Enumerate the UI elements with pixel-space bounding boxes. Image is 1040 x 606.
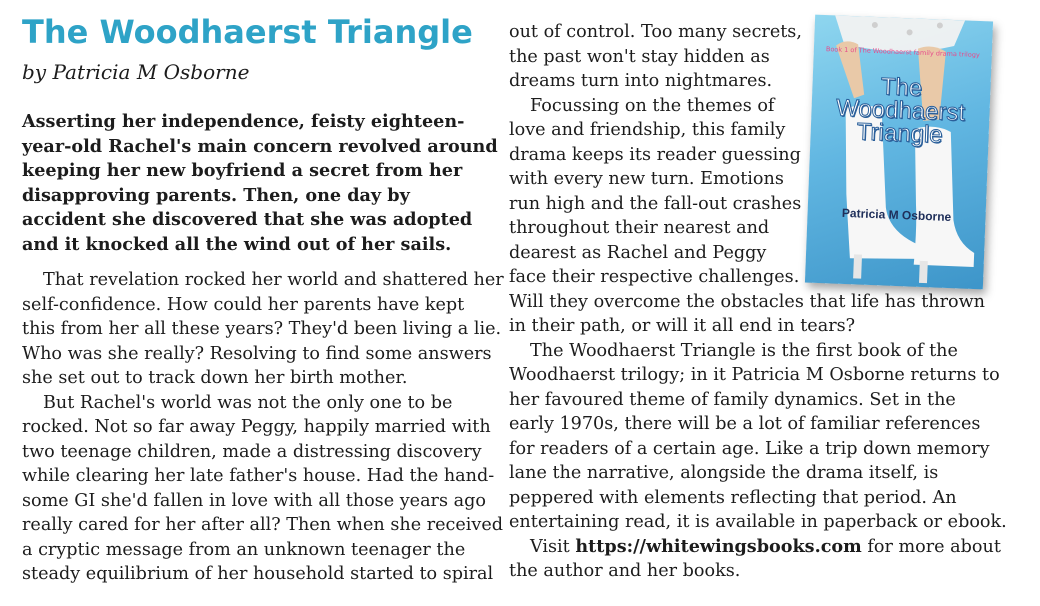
visit-line [509,535,1007,560]
body-line: out of control. Too many secrets, [509,22,802,42]
cover-title-line: Woodhaerst [835,94,966,127]
body-line: face their respective challenges. [509,267,800,287]
body-line: her favoured theme of family dynamics. Set in the [509,389,956,410]
body-line: she set out to track down her birth mother. [22,368,408,388]
body-line: really cared for her after all? Then when she received [22,515,504,535]
website-link[interactable]: https://whitewingsbooks.com [575,535,862,557]
article-title: The Woodhaerst Triangle [22,13,473,51]
cover-title [810,73,991,149]
body-line: this from her all these years? They'd been living a lie. [22,319,502,339]
body-line: Woodhaerst trilogy; in it Patricia M Osborne returns to [509,365,1000,385]
cover-author: Patricia M Osborne [841,205,952,225]
article-byline: by Patricia M Osborne [22,60,250,84]
body-line: peppered with elements reflecting that period. An [509,487,957,508]
body-line: while clearing her late father's house. Had the hand- [22,466,495,486]
intro-line: keeping her new boyfriend a secret from her [22,160,463,181]
intro-line: year-old Rachel's main concern revolved around [22,135,498,157]
body-line: Who was she really? Resolving to find some answers [22,343,492,364]
body-line: for readers of a certain age. Like a trip down memory [509,438,990,459]
body-line: rocked. Not so far away Peggy, happily married with [22,417,491,437]
body-line: the author and her books. [509,561,741,581]
body-line: self-confidence. How could her parents have kept [22,294,465,315]
cover-title-line: The [880,73,923,102]
body-line: lane the narrative, alongside the drama itself, is [509,463,939,483]
body-line: drama keeps its reader guessing [509,144,801,165]
body-column-left [22,268,504,587]
body-line: some GI she'd fallen in love with all those years ago [22,490,486,511]
cover-title-line: Triangle [856,118,944,149]
visit-prefix: Visit [530,536,576,557]
book-cover [805,15,993,290]
intro-line: and it knocked all the wind out of her sails. [22,233,452,255]
body-line: a cryptic message from an unknown teenager the [22,539,466,560]
body-line: steady equilibrium of her household started to spiral [22,564,494,584]
body-line: entertaining read, it is available in paperback or ebook. [509,512,1007,532]
body-line: Focussing on the themes of [530,95,775,116]
intro-line: accident she discovered that she was adopted [22,209,473,230]
body-line: with every new turn. Emotions [509,169,784,189]
body-line: run high and the fall-out crashes [509,193,802,214]
body-line: But Rachel's world was not the only one to be [43,392,453,413]
body-line: two teenage children, made a distressing discovery [22,441,482,462]
intro-paragraph [22,110,498,257]
body-line: love and friendship, this family [509,120,786,140]
body-line: dearest as Rachel and Peggy [509,242,767,263]
body-line: That revelation rocked her world and shattered her [43,270,504,290]
body-line: dreams turn into nightmares. [509,71,773,91]
intro-line: Asserting her independence, feisty eighteen- [22,111,465,132]
intro-line: disapproving parents. Then, one day by [22,184,410,206]
body-line: the past won't stay hidden as [509,46,770,67]
body-line: Will they overcome the obstacles that life has thrown [509,291,986,312]
cover-tagline: Book 1 of The Woodhaerst family drama trilogy [825,45,980,60]
body-line: throughout their nearest and [509,218,770,238]
body-line: early 1970s, there will be a lot of familiar references [509,414,981,434]
visit-suffix: for more about [861,536,1001,557]
body-line: in their path, or will it all end in tears? [509,316,856,336]
body-line: The Woodhaerst Triangle is the first book of the [530,340,958,361]
